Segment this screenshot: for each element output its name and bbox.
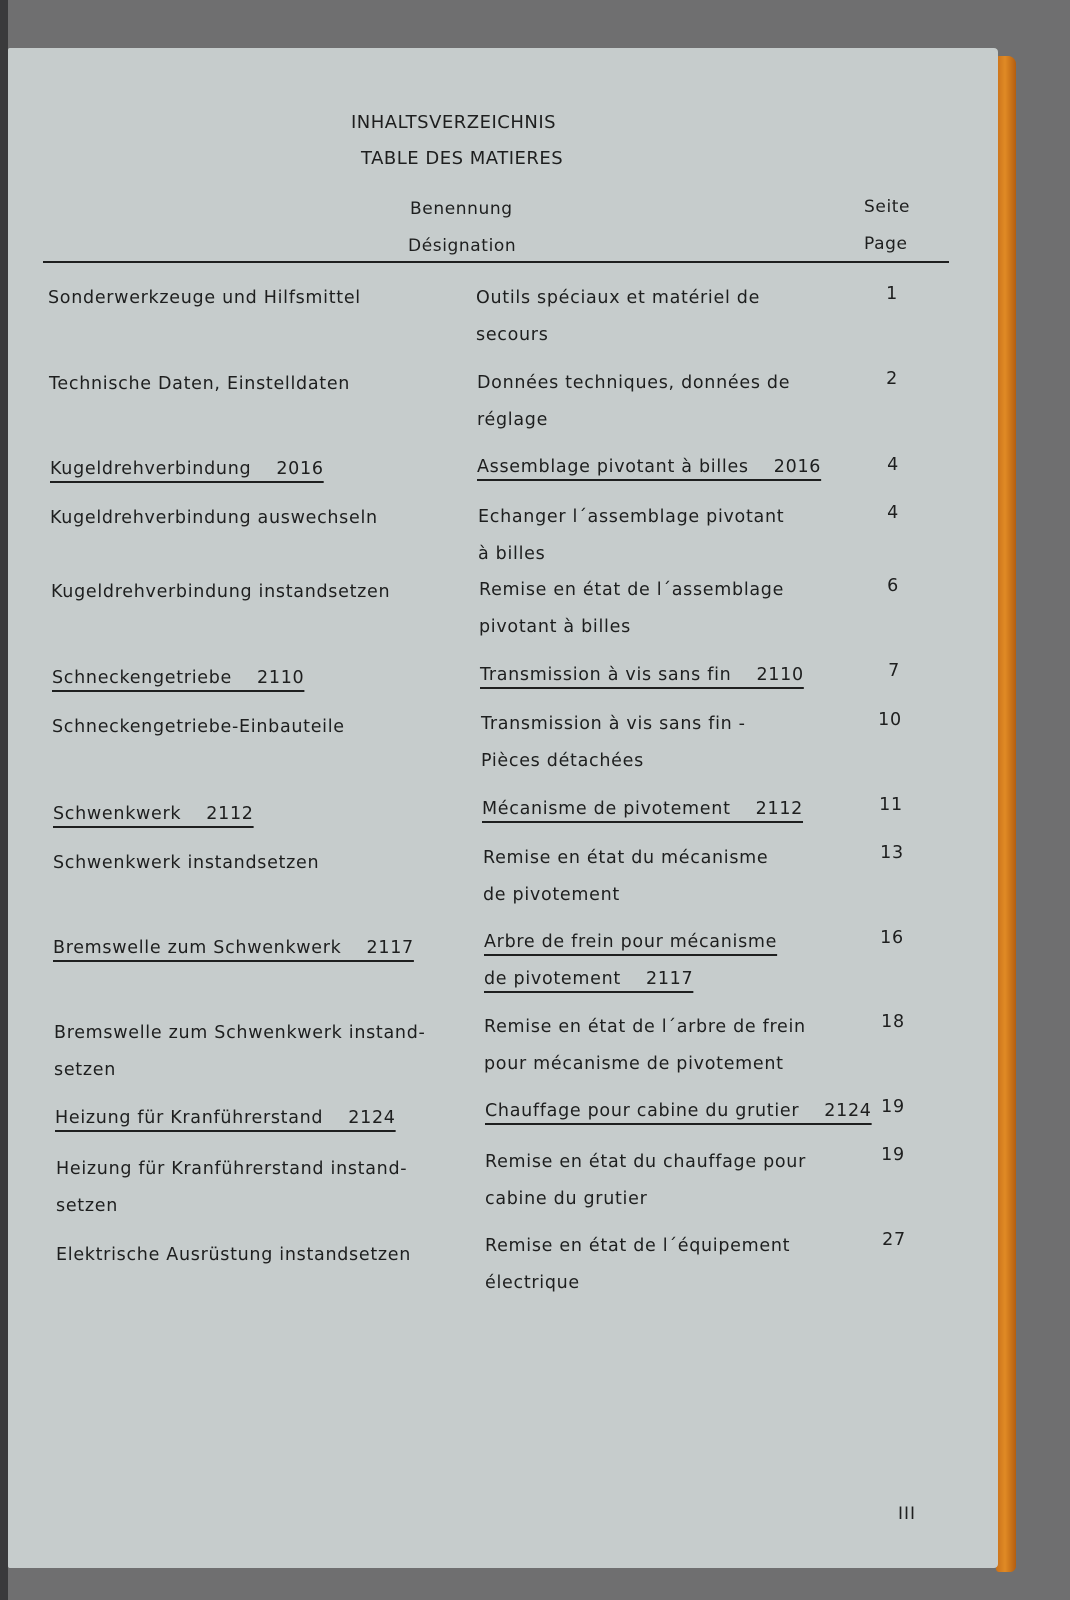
toc-entry-de: Schwenkwerk 2112 bbox=[53, 804, 254, 824]
toc-entry-page: 1 bbox=[886, 284, 898, 304]
toc-entry-page: 4 bbox=[887, 503, 899, 523]
orange-cover-edge bbox=[996, 56, 1016, 1572]
page-folio: III bbox=[898, 1504, 917, 1524]
toc-entry-de: Schneckengetriebe 2110 bbox=[52, 668, 305, 688]
toc-entry-de: Technische Daten, Einstelldaten bbox=[49, 374, 351, 394]
toc-entry-fr: Outils spéciaux et matériel de secours bbox=[476, 288, 761, 345]
toc-entry-fr: Transmission à vis sans fin 2110 bbox=[480, 665, 804, 685]
toc-entry-de: Heizung für Kranführerstand 2124 bbox=[55, 1108, 396, 1128]
toc-entry-de: Kugeldrehverbindung instandsetzen bbox=[51, 582, 391, 602]
column-header-page-fr: Page bbox=[864, 234, 908, 254]
toc-entry-de: Schneckengetriebe-Einbauteile bbox=[52, 717, 345, 737]
toc-entry-de: Sonderwerkzeuge und Hilfsmittel bbox=[48, 288, 361, 308]
toc-entry-fr: Chauffage pour cabine du grutier 2124 bbox=[485, 1101, 872, 1121]
toc-entry-fr: Remise en état du mécanisme de pivotement bbox=[483, 848, 769, 905]
toc-entry-page: 16 bbox=[880, 928, 904, 948]
column-header-designation-de: Benennung bbox=[410, 199, 513, 219]
toc-entry-page: 11 bbox=[879, 795, 903, 815]
toc-entry-fr: Remise en état de l´arbre de frein pour mécanisme de pivotement bbox=[484, 1017, 806, 1074]
toc-entry-fr: Remise en état de l´équipement électrique bbox=[485, 1236, 791, 1293]
toc-entry-page: 4 bbox=[887, 455, 899, 475]
toc-entry-page: 27 bbox=[882, 1230, 906, 1250]
toc-entry-de: Bremswelle zum Schwenkwerk 2117 bbox=[53, 938, 414, 958]
column-header-designation-fr: Désignation bbox=[408, 236, 517, 256]
title-fr: TABLE DES MATIERES bbox=[361, 148, 564, 169]
toc-entry-de: Kugeldrehverbindung auswechseln bbox=[50, 508, 378, 528]
toc-entry-page: 19 bbox=[881, 1097, 905, 1117]
toc-entry-fr: Transmission à vis sans fin - Pièces détachées bbox=[481, 714, 746, 771]
toc-entry-page: 18 bbox=[881, 1012, 905, 1032]
toc-entry-de: Elektrische Ausrüstung instandsetzen bbox=[56, 1245, 412, 1265]
toc-entry-fr: Echanger l´assemblage pivotant à billes bbox=[478, 507, 785, 564]
binding-spine bbox=[0, 0, 8, 1600]
toc-entry-page: 10 bbox=[878, 710, 902, 730]
document-page bbox=[8, 48, 998, 1568]
toc-entry-de: Heizung für Kranführerstand instand- setzen bbox=[56, 1159, 408, 1216]
toc-entry-fr: Remise en état de l´assemblage pivotant à billes bbox=[479, 580, 785, 637]
header-rule bbox=[43, 261, 949, 263]
toc-entry-fr: Remise en état du chauffage pour cabine du grutier bbox=[485, 1152, 806, 1209]
toc-entry-page: 6 bbox=[887, 576, 899, 596]
toc-entry-page: 7 bbox=[888, 661, 900, 681]
toc-entry-fr: Assemblage pivotant à billes 2016 bbox=[477, 457, 822, 477]
toc-entry-fr: Mécanisme de pivotement 2112 bbox=[482, 799, 804, 819]
toc-entry-de: Bremswelle zum Schwenkwerk instand- setzen bbox=[54, 1023, 426, 1080]
toc-entry-de: Kugeldrehverbindung 2016 bbox=[50, 459, 324, 479]
toc-entry-fr: Données techniques, données de réglage bbox=[477, 373, 791, 430]
toc-entry-page: 13 bbox=[880, 843, 904, 863]
toc-entry-page: 19 bbox=[881, 1145, 905, 1165]
toc-entry-page: 2 bbox=[886, 369, 898, 389]
title-de: INHALTSVERZEICHNIS bbox=[351, 112, 557, 133]
toc-entry-de: Schwenkwerk instandsetzen bbox=[53, 853, 320, 873]
column-header-page-de: Seite bbox=[864, 197, 911, 217]
toc-entry-fr: Arbre de frein pour mécanisme de pivotement 2117 bbox=[484, 932, 778, 989]
